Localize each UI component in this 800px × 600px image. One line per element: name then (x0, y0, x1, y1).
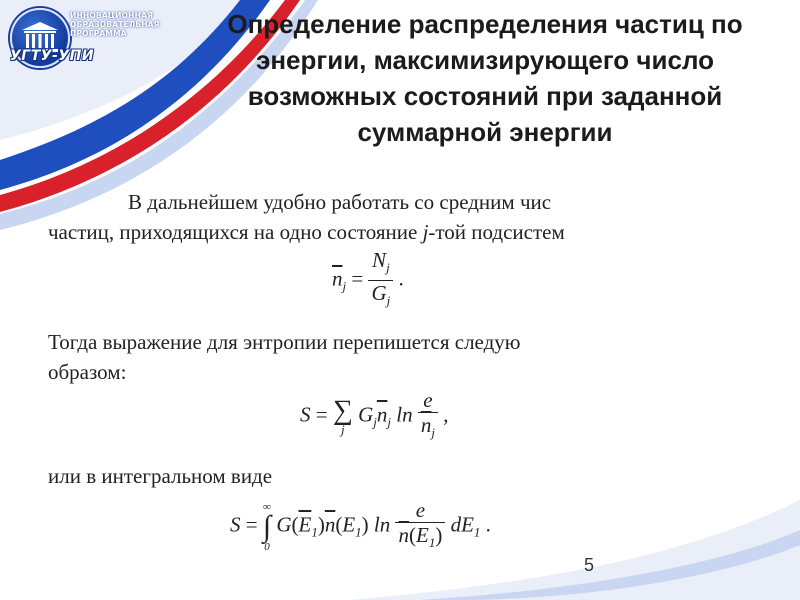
logo-brand-text: УГТУ-УПИ (10, 48, 95, 64)
slide-title (180, 6, 790, 150)
title-line-3: возможных состояний при заданной (247, 81, 723, 111)
logo-program-text: ИННОВАЦИОННАЯ ОБРАЗОВАТЕЛЬНАЯ ПРОГРАММА (70, 11, 160, 38)
formula-entropy-integral: S = ∞ ∫ 0 $G(\overline{E}_1)\overline{n}(E_1)$ ln $\frac{e}{\overline{n}(E_1)}$ $dE_1$ . (230, 498, 491, 553)
title-line-4: суммарной энергии (357, 117, 613, 147)
paragraph-2-line-2: образом: (48, 360, 127, 384)
formula-mean-occupation: $\overline{n}_j$ = $\frac{N_j}{G_j}$ . (332, 248, 404, 309)
title-line-2: энергии, максимизирующего число (255, 45, 715, 75)
title-line-1: Определение распределения частиц по (227, 9, 743, 39)
page-number: 5 (583, 555, 594, 575)
paragraph-2-line-1: Тогда выражение для энтропии перепишется следую (48, 330, 521, 354)
paragraph-3: или в интегральном виде (48, 464, 273, 488)
paragraph-1-line-2: частиц, приходящихся на одно состояние j-той подсистем (48, 220, 565, 244)
logo (4, 4, 164, 100)
formula-entropy-sum: S = ∑ j $G_j\overline{n}_j$ ln $\frac{e}{\overline{n}_j}$ , (300, 388, 449, 441)
paragraph-1-line-1: В дальнейшем удобно работать со средним чис (128, 190, 552, 214)
